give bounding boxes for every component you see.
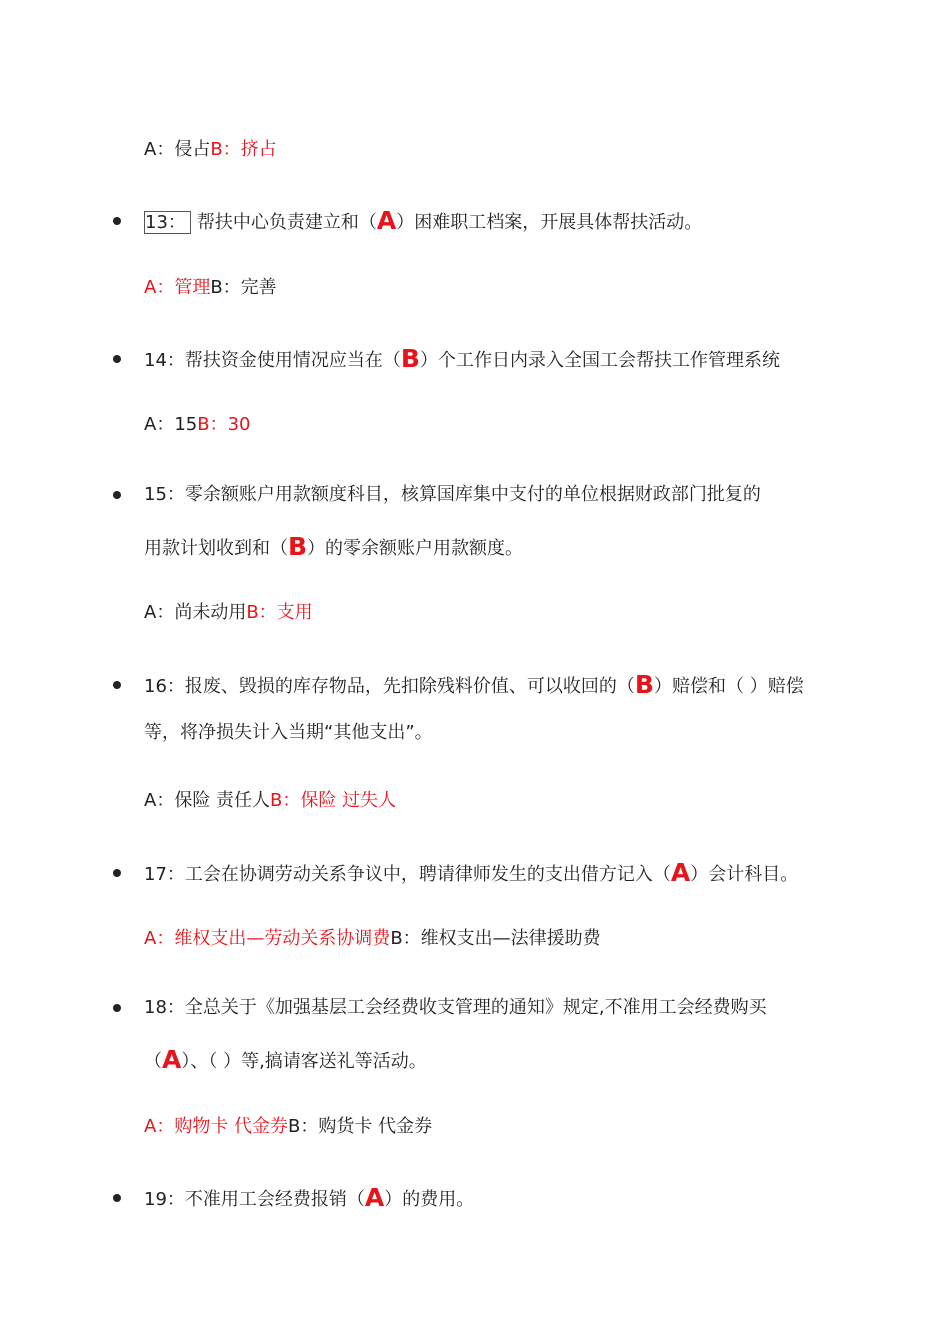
list-bullet [113, 491, 121, 499]
question-19: 19：不准用工会经费报销（A）的费用。 [144, 1183, 475, 1212]
question-16-line1: 16：报废、毁损的库存物品，先扣除残料价值、可以收回的（B）赔偿和（ ）赔偿 [144, 670, 804, 699]
question-number: 16： [144, 676, 185, 697]
option-a: A：15 [144, 414, 198, 435]
list-bullet [113, 681, 121, 689]
list-bullet [113, 217, 121, 225]
question-15-line2: 用款计划收到和（B）的零余额账户用款额度。 [144, 532, 524, 561]
option-b-correct: B：30 [197, 414, 251, 435]
option-b-correct: B：支用 [246, 602, 313, 623]
question-number: 17： [144, 864, 185, 885]
answer-mark: B [634, 670, 654, 699]
list-bullet [113, 869, 121, 877]
option-b: B：维权支出—法律援助费 [390, 928, 601, 949]
question-number: 13： [144, 211, 191, 234]
answer-mark: B [288, 532, 308, 561]
option-a-correct: A：维权支出—劳动关系协调费 [144, 928, 391, 949]
question-number: 15： [144, 484, 185, 505]
q16-options [144, 788, 396, 814]
q15-options [144, 600, 313, 626]
option-a-correct: A：管理 [144, 277, 211, 298]
answer-mark: A [376, 206, 397, 235]
question-number: 14： [144, 350, 185, 371]
question-16-line2: 等，将净损失计入当期“其他支出”。 [144, 722, 433, 743]
question-18-line1: 18：全总关于《加强基层工会经费收支管理的通知》规定,不准用工会经费购买 [144, 997, 767, 1018]
answer-mark: B [400, 344, 420, 373]
question-17: 17：工会在协调劳动关系争议中，聘请律师发生的支出借方记入（A）会计科目。 [144, 858, 799, 887]
option-b: B：完善 [210, 277, 277, 298]
question-18-line2: （A）、（ ）等,搞请客送礼等活动。 [144, 1045, 427, 1074]
option-a: A：尚未动用 [144, 602, 247, 623]
answer-mark: A [364, 1183, 385, 1212]
list-bullet [113, 355, 121, 363]
option-b-correct: B：挤占 [210, 139, 277, 160]
option-a-correct: A：购物卡 代金券 [144, 1116, 289, 1137]
q14-options [144, 412, 250, 438]
question-13: 13： 帮扶中心负责建立和（A）困难职工档案，开展具体帮扶活动。 [145, 206, 703, 235]
question-number: 19： [144, 1189, 185, 1210]
option-b-correct: B：保险 过失人 [270, 790, 397, 811]
answer-mark: A [670, 858, 691, 887]
answer-mark: A [162, 1045, 182, 1074]
list-bullet [113, 1194, 121, 1202]
option-b: B：购货卡 代金券 [288, 1116, 433, 1137]
question-15-line1: 15：零余额账户用款额度科目，核算国库集中支付的单位根据财政部门批复的 [144, 484, 761, 505]
q12-options [144, 137, 277, 163]
q13-options [144, 275, 277, 301]
question-14: 14：帮扶资金使用情况应当在（B）个工作日内录入全国工会帮扶工作管理系统 [144, 344, 780, 373]
list-bullet [113, 1004, 121, 1012]
option-a: A：保险 责任人 [144, 790, 271, 811]
q17-options [144, 926, 601, 952]
q18-options [144, 1114, 432, 1140]
question-number: 18： [144, 997, 185, 1018]
option-a: A：侵占 [144, 139, 211, 160]
